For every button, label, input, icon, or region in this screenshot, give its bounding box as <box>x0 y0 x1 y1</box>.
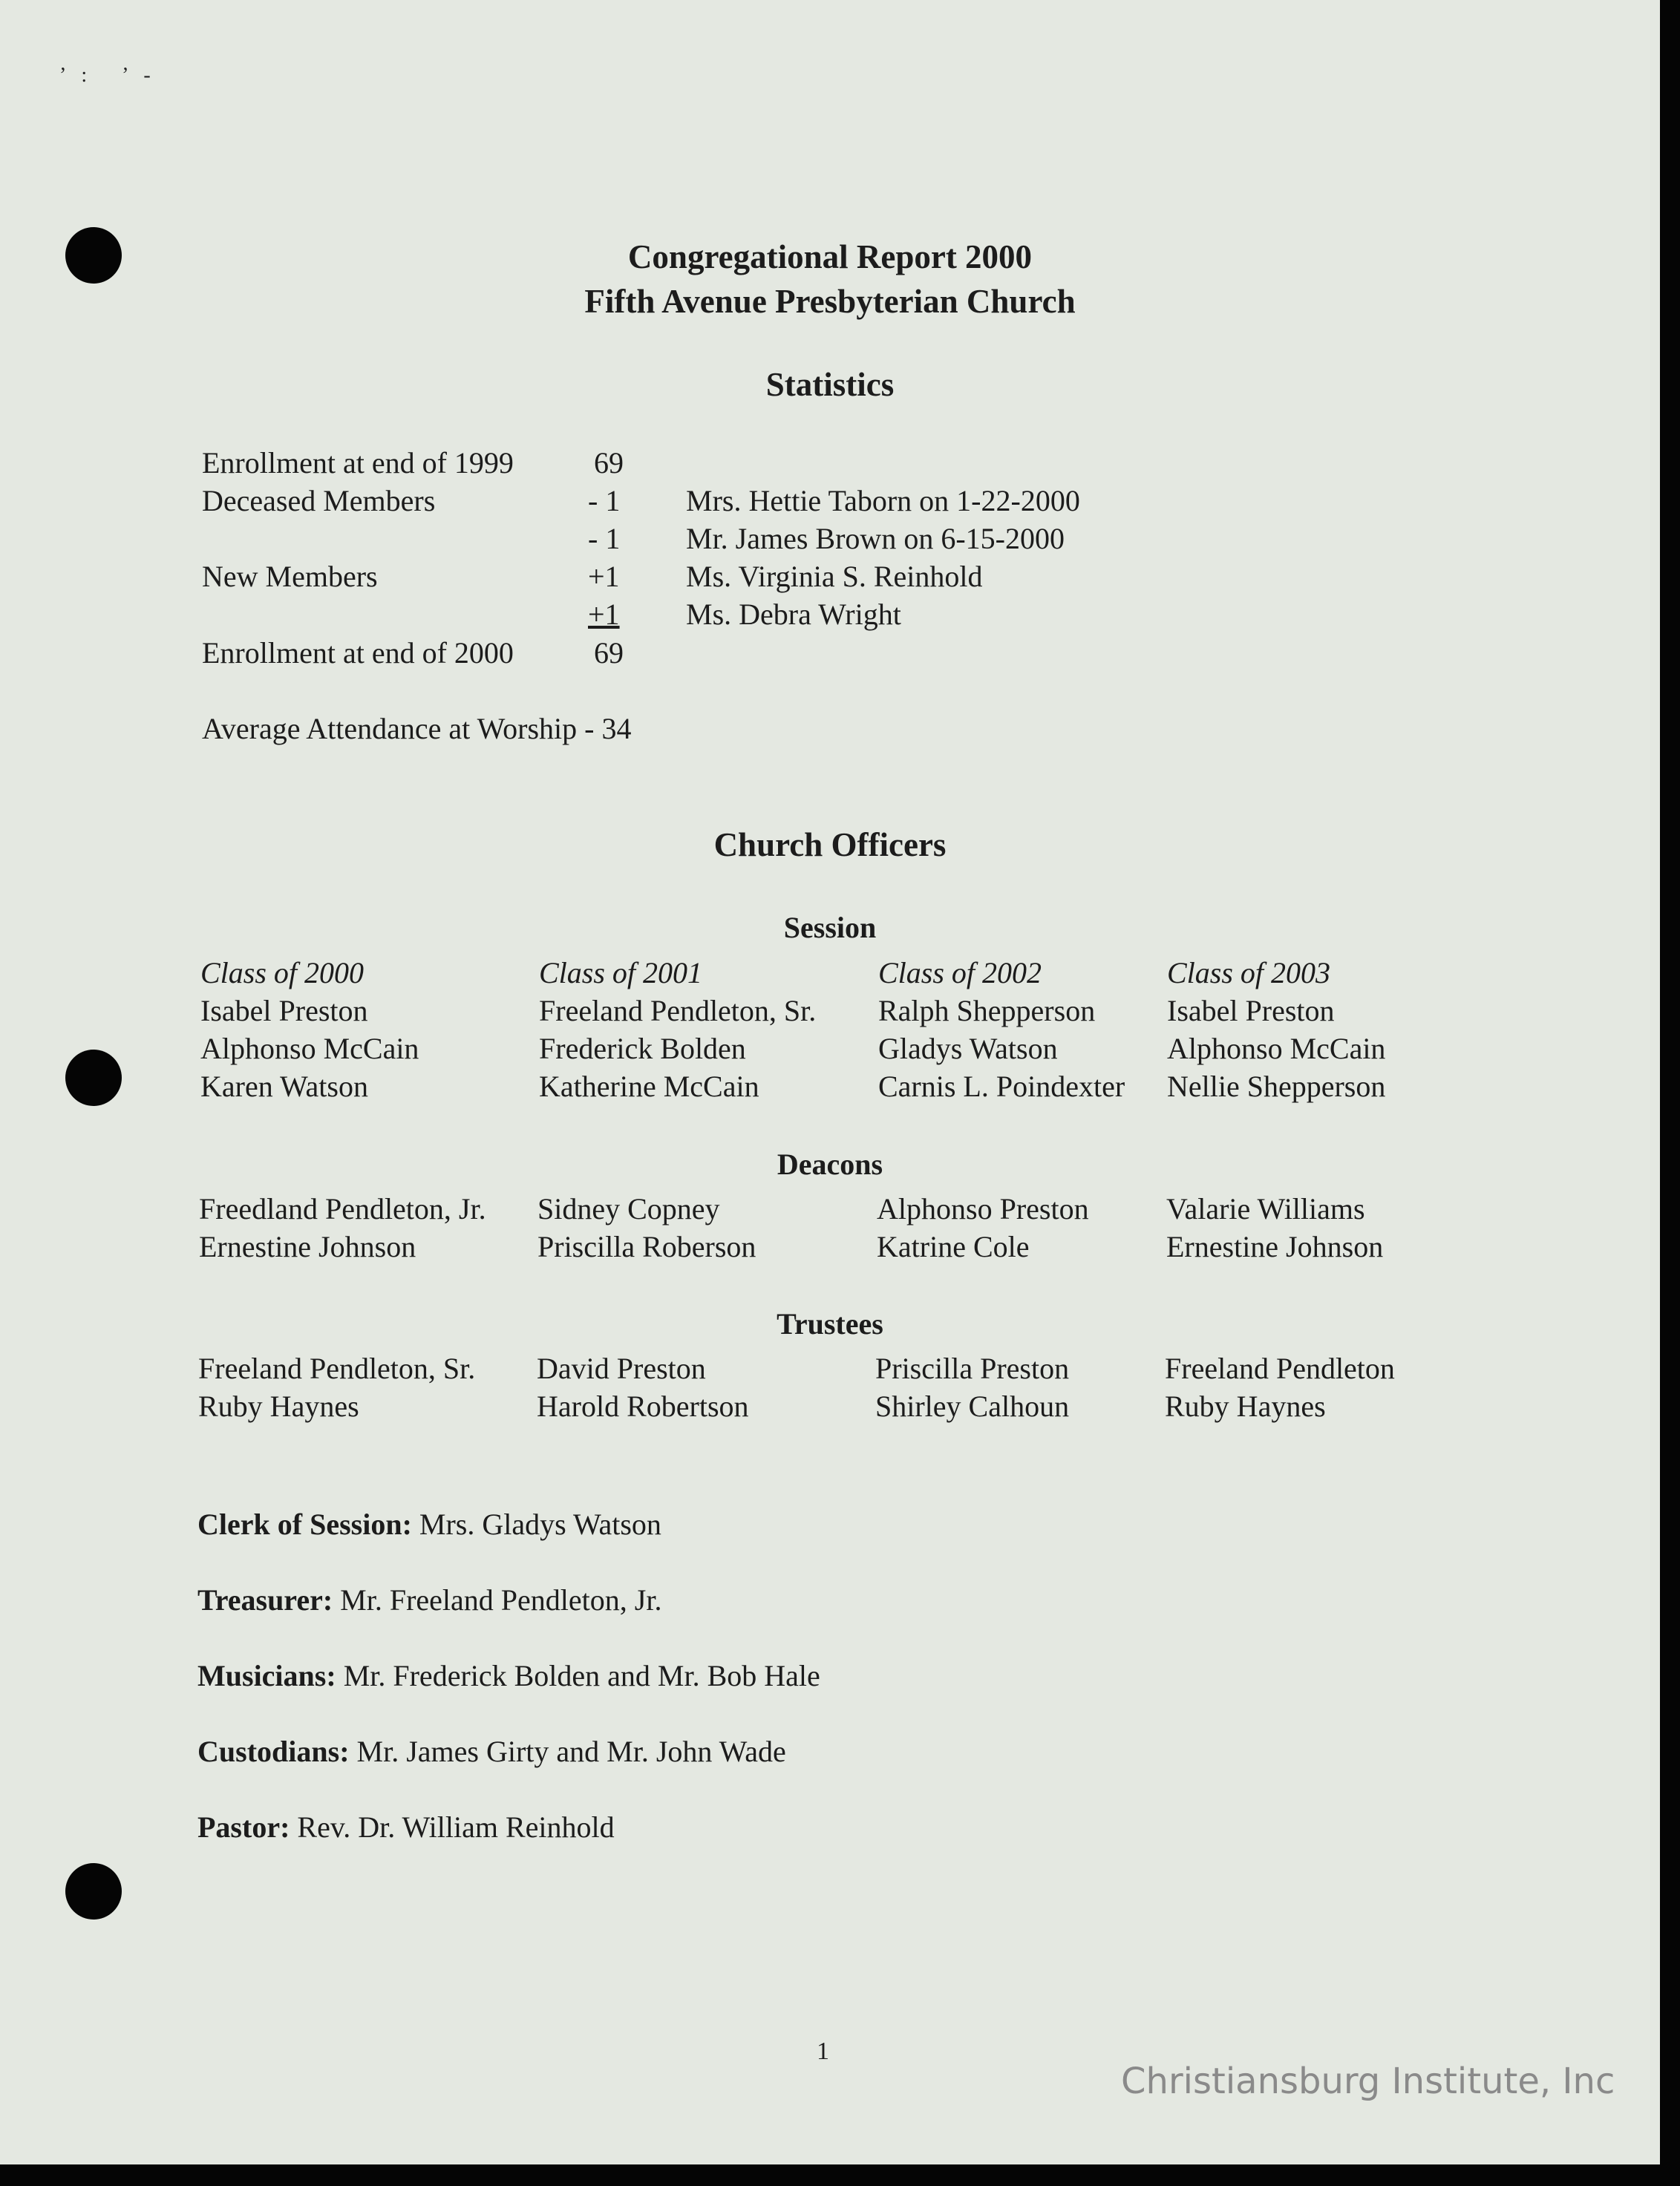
statistics-heading: Statistics <box>765 366 895 403</box>
deacons-heading: Deacons <box>777 1148 883 1181</box>
watermark: Christiansburg Institute, Inc <box>1121 2061 1615 2102</box>
custodians-line: Custodians: Mr. James Girty and Mr. John Wade <box>197 1735 786 1768</box>
stat-label: Deceased Members <box>202 484 436 517</box>
session-class-label: Class of 2002 <box>878 956 1042 989</box>
trustees-heading: Trustees <box>777 1307 883 1341</box>
stat-note: Mrs. Hettie Taborn on 1-22-2000 <box>686 484 1080 517</box>
stat-value: +1 <box>588 560 620 593</box>
trustee-name: Harold Robertson <box>537 1390 749 1423</box>
trustee-name: Freeland Pendleton, Sr. <box>198 1352 476 1385</box>
musicians-line: Musicians: Mr. Frederick Bolden and Mr. Bob Hale <box>197 1659 820 1692</box>
session-class-label: Class of 2001 <box>539 956 703 989</box>
stat-note: Ms. Debra Wright <box>686 598 901 631</box>
trustee-name: David Preston <box>537 1352 706 1385</box>
pastor-line: Pastor: Rev. Dr. William Reinhold <box>197 1810 615 1844</box>
session-member: Freeland Pendleton, Sr. <box>539 994 817 1027</box>
session-member: Nellie Shepperson <box>1167 1070 1386 1103</box>
deacon-name: Alphonso Preston <box>877 1192 1089 1225</box>
trustee-name: Priscilla Preston <box>875 1352 1070 1385</box>
trustee-name: Ruby Haynes <box>1165 1390 1326 1423</box>
session-member: Isabel Preston <box>200 994 368 1027</box>
session-member: Frederick Bolden <box>539 1032 746 1065</box>
deacon-name: Katrine Cole <box>877 1230 1030 1263</box>
session-heading: Session <box>783 911 877 944</box>
stat-value: - 1 <box>588 522 621 555</box>
stat-note: Ms. Virginia S. Reinhold <box>686 560 983 593</box>
session-member: Karen Watson <box>200 1070 368 1103</box>
treasurer-line: Treasurer: Mr. Freeland Pendleton, Jr. <box>197 1583 662 1617</box>
church-name: Fifth Avenue Presbyterian Church <box>584 283 1076 320</box>
deacon-name: Ernestine Johnson <box>199 1230 416 1263</box>
deacon-name: Valarie Williams <box>1166 1192 1365 1225</box>
session-class-label: Class of 2000 <box>200 956 365 989</box>
session-member: Alphonso McCain <box>200 1032 419 1065</box>
stat-value: - 1 <box>588 484 621 517</box>
clerk-of-session-line: Clerk of Session: Mrs. Gladys Watson <box>197 1508 661 1541</box>
session-class-label: Class of 2003 <box>1167 956 1331 989</box>
stat-value: +1 <box>588 598 620 631</box>
stat-label: Enrollment at end of 1999 <box>202 446 514 480</box>
trustee-name: Shirley Calhoun <box>875 1390 1070 1423</box>
punch-hole <box>65 1050 122 1106</box>
trustee-name: Freeland Pendleton <box>1165 1352 1395 1385</box>
attendance-line: Average Attendance at Worship - 34 <box>202 712 632 745</box>
deacon-name: Sidney Copney <box>537 1192 720 1225</box>
report-title: Congregational Report 2000 <box>627 238 1033 275</box>
session-member: Alphonso McCain <box>1167 1032 1386 1065</box>
session-member: Isabel Preston <box>1167 994 1335 1027</box>
stat-label: Enrollment at end of 2000 <box>202 636 514 670</box>
session-member: Gladys Watson <box>878 1032 1058 1065</box>
session-member: Carnis L. Poindexter <box>878 1070 1125 1103</box>
officers-heading: Church Officers <box>713 826 947 863</box>
deacon-name: Priscilla Roberson <box>537 1230 756 1263</box>
stat-label: New Members <box>202 560 378 593</box>
deacon-name: Freedland Pendleton, Jr. <box>199 1192 486 1225</box>
punch-hole <box>65 1863 122 1920</box>
trustee-name: Ruby Haynes <box>198 1390 359 1423</box>
session-member: Katherine McCain <box>539 1070 759 1103</box>
stat-value: 69 <box>594 446 624 480</box>
session-member: Ralph Shepperson <box>878 994 1096 1027</box>
stat-note: Mr. James Brown on 6-15-2000 <box>686 522 1065 555</box>
stat-value: 69 <box>594 636 624 670</box>
deacon-name: Ernestine Johnson <box>1166 1230 1384 1263</box>
page-number: 1 <box>817 2038 829 2065</box>
stray-marks: ʼ: ʼ- <box>59 64 166 87</box>
